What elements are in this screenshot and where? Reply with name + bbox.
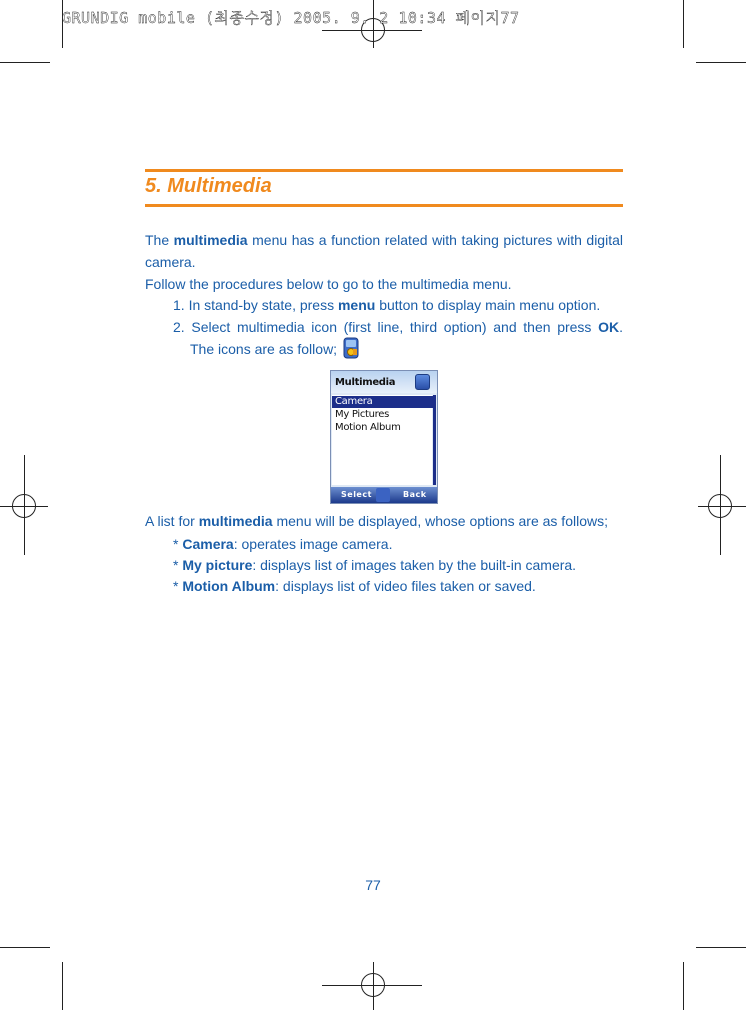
step-1-num: 1. <box>173 297 185 313</box>
reg-right-circle <box>708 494 732 518</box>
phone-menu-item-motion-album[interactable]: Motion Album <box>335 422 401 433</box>
title-rule-top <box>145 169 623 172</box>
step-2-num: 2. <box>173 319 185 335</box>
step-2-pre: Select multimedia icon (first line, third option) and then press <box>191 319 599 335</box>
step-1-keyword: menu <box>337 297 376 313</box>
step-2-keyword: OK <box>598 319 620 335</box>
step-1 <box>173 297 623 313</box>
section-title: 5. Multimedia <box>145 175 272 197</box>
reg-left-circle <box>12 494 36 518</box>
list-intro-pre: A list for <box>145 513 199 529</box>
softkey-center[interactable] <box>376 488 390 502</box>
list-intro <box>145 510 623 532</box>
phone-menu-item-camera[interactable]: Camera <box>332 396 434 408</box>
phone-screen <box>330 370 438 504</box>
step-2-line-2: The icons are as follow; <box>190 341 338 357</box>
phone-menu-list <box>332 395 432 485</box>
phone-softkey-bar <box>331 487 437 503</box>
title-rule-bottom <box>145 204 623 207</box>
option-my-picture <box>173 557 623 573</box>
option-bullet: * <box>173 578 183 594</box>
crop-mark-bottom-left <box>62 962 63 1010</box>
option-desc: : displays list of video files taken or saved. <box>275 578 536 594</box>
crop-mark-top-left-h <box>0 62 50 63</box>
option-desc: : operates image camera. <box>233 536 393 552</box>
phone-menu-item-my-pictures[interactable]: My Pictures <box>335 409 390 420</box>
option-desc: : displays list of images taken by the built-in camera. <box>252 557 577 573</box>
option-name: Motion Album <box>182 578 276 594</box>
option-name: My picture <box>182 557 253 573</box>
step-1-post: button to display main menu option. <box>375 297 601 313</box>
softkey-select[interactable]: Select <box>341 490 372 499</box>
phone-scrollbar[interactable] <box>433 395 436 485</box>
step-2-post: . <box>619 319 623 335</box>
list-intro-post: menu will be displayed, whose options are as follows; <box>272 513 608 529</box>
crop-mark-top-right <box>683 0 684 48</box>
intro-rest: menu has a function related with taking pictures with digital <box>247 232 623 248</box>
list-intro-keyword: multimedia <box>198 513 273 529</box>
multimedia-icon <box>343 337 359 359</box>
intro-keyword: multimedia <box>173 232 248 248</box>
crop-mark-bottom-right-h <box>696 947 746 948</box>
phone-multimedia-icon <box>415 374 430 390</box>
intro-line-2: camera. <box>145 254 196 270</box>
crop-mark-bottom-right <box>683 962 684 1010</box>
softkey-back[interactable]: Back <box>403 490 427 499</box>
page-number: 77 <box>365 877 381 893</box>
intro-follow: Follow the procedures below to go to the multimedia menu. <box>145 276 512 292</box>
phone-screen-title: Multimedia <box>335 377 396 388</box>
option-name: Camera <box>182 536 234 552</box>
option-bullet: * <box>173 557 183 573</box>
reg-bottom-circle <box>361 973 385 997</box>
step-1-pre: In stand-by state, press <box>188 297 338 313</box>
option-bullet: * <box>173 536 183 552</box>
option-motion-album <box>173 578 623 594</box>
intro-line-1 <box>145 229 623 251</box>
option-camera <box>173 536 623 552</box>
intro-pre: The <box>145 232 174 248</box>
print-header: GRUNDIG mobile (최종수정) 2005. 9. 2 10:34 페이지77 <box>62 9 520 27</box>
crop-mark-bottom-left-h <box>0 947 50 948</box>
step-2 <box>173 319 623 335</box>
crop-mark-top-right-h <box>696 62 746 63</box>
